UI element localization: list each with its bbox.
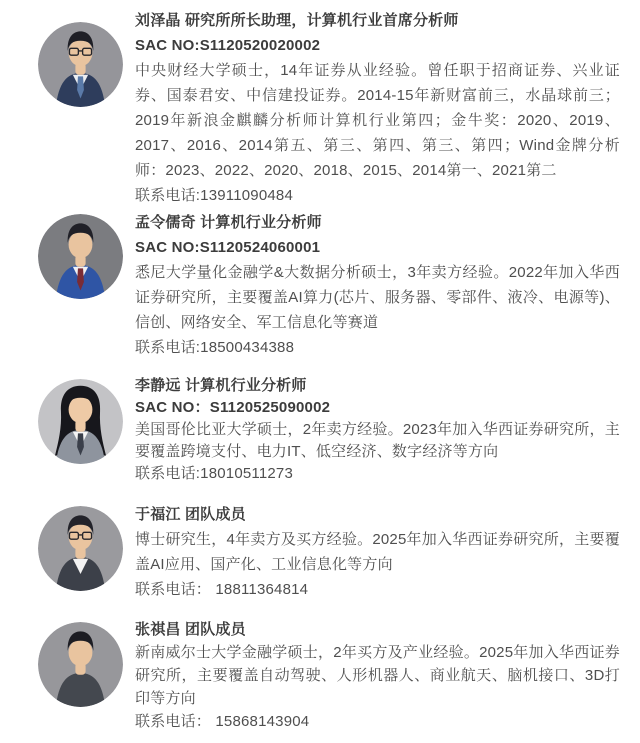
analyst-photo [38,214,123,299]
analyst-bio: 中央财经大学硕士，14年证券从业经验。曾任职于招商证券、兴业证券、国泰君安、中信建投证券。2014-15年新财富前三，水晶球前三；2019年新浪金麒麟分析师计算机行业第四；金牛奖：2020、2019、2017、2016、2014第五、第三、第四、第三、第四；Wind金牌分析师：2023、2022、2020、2018、2015、2014第一、2021第二 [135,62,620,179]
contact-phone: 联系电话： 15868143904 [135,713,310,730]
analyst-bio: 美国哥伦比亚大学硕士，2年卖方经验。2023年加入华西证券研究所，主要覆盖跨境支付、电力IT、低空经济、数字经济等方向 [135,421,620,460]
analyst-info [135,618,620,733]
analyst-bio: 博士研究生，4年卖方及买方经验。2025年加入华西证券研究所，主要覆盖AI应用、国产化、工业信息化等方向 [135,531,620,573]
sac-number: SAC NO:S1120520020002 [135,37,321,54]
analyst-name: 张祺昌 团队成员 [135,621,246,638]
contact-phone: 联系电话:13911090484 [135,187,294,204]
analyst-row [0,618,620,733]
analyst-row [0,210,620,360]
analyst-info [135,210,620,360]
analyst-row [0,8,620,208]
analyst-photo [38,506,123,591]
analyst-name: 刘泽晶 研究所所长助理，计算机行业首席分析师 [135,12,459,29]
analyst-row [0,502,620,602]
sac-number: SAC NO：S1120525090002 [135,399,331,416]
analyst-photo [38,22,123,107]
analyst-bio: 新南威尔士大学金融学硕士，2年买方及产业经验。2025年加入华西证券研究所，主要覆盖自动驾驶、人形机器人、商业航天、脑机接口、3D打印等方向 [135,644,620,707]
analyst-name: 孟令儒奇 计算机行业分析师 [135,214,322,231]
photo-column [0,618,135,707]
analyst-row [0,375,620,485]
photo-column [0,502,135,591]
photo-column [0,8,135,107]
analyst-info [135,375,620,485]
contact-phone: 联系电话:18500434388 [135,339,295,356]
analyst-info [135,502,620,602]
photo-column [0,210,135,299]
photo-column [0,375,135,464]
analyst-photo [38,622,123,707]
analyst-photo [38,379,123,464]
sac-number: SAC NO:S1120524060001 [135,239,321,256]
analyst-bio: 悉尼大学量化金融学&大数据分析硕士，3年卖方经验。2022年加入华西证券研究所，主要覆盖AI算力(芯片、服务器、零部件、液冷、电源等)、信创、网络安全、军工信息化等赛道 [135,264,620,331]
contact-phone: 联系电话： 18811364814 [135,581,309,598]
analyst-info [135,8,620,208]
contact-phone: 联系电话:18010511273 [135,465,294,482]
analyst-name: 于福江 团队成员 [135,506,246,523]
analyst-name: 李静远 计算机行业分析师 [135,377,307,394]
